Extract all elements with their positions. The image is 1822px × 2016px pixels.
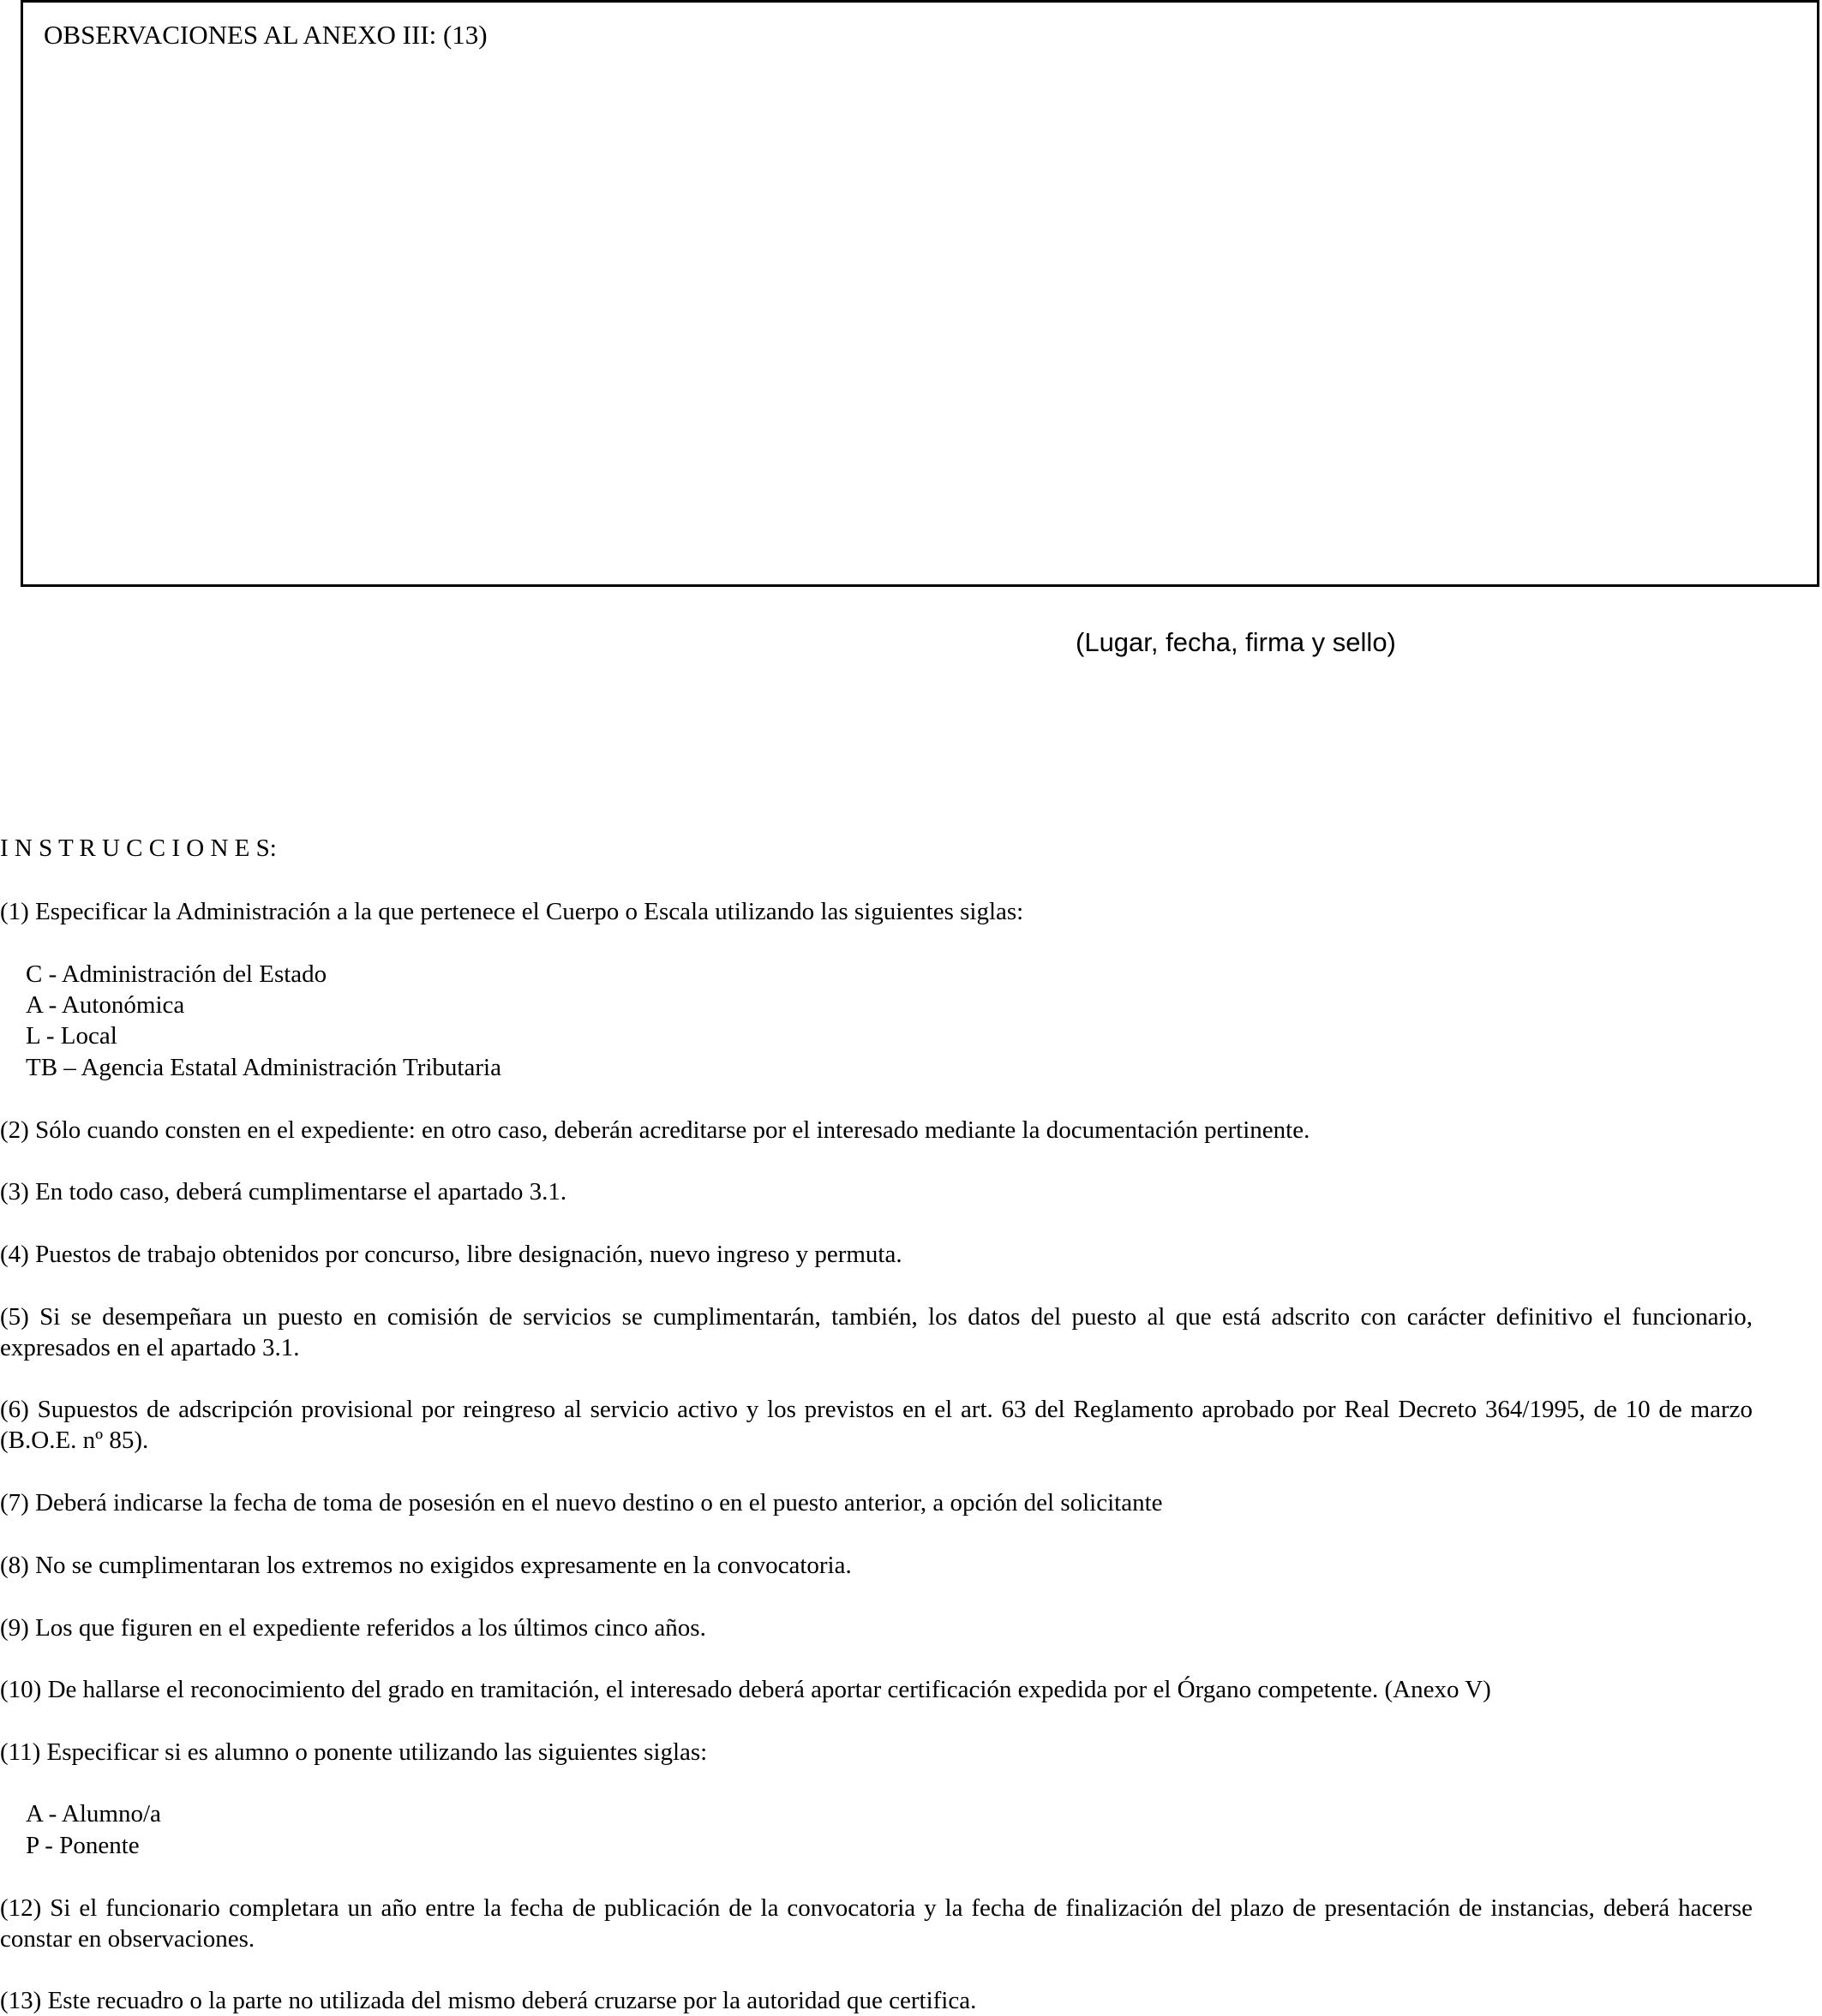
signature-caption: (Lugar, fecha, firma y sello) — [1076, 627, 1396, 657]
instructions-heading: I N S T R U C C I O N E S: — [0, 835, 277, 862]
option-ponente: P - Ponente — [26, 1832, 140, 1859]
instruction-12: (12) Si el funcionario completara un año entre la fecha de publicación de la convocatoria y la fecha de finalización del plazo de presentación de instancias, deberá hacerse constar en observaciones. — [0, 1894, 1753, 1953]
instruction-6: (6) Supuestos de adscripción provisional por reingreso al servicio activo y los previstos en el art. 63 del Reglamento aprobado por Real Decreto 364/1995, de 10 de marzo (B.O.E. nº 85). — [0, 1396, 1753, 1454]
instruction-4: (4) Puestos de trabajo obtenidos por concurso, libre designación, nuevo ingreso y permuta. — [0, 1241, 902, 1268]
instruction-7: (7) Deberá indicarse la fecha de toma de posesión en el nuevo destino o en el puesto anterior, a opción del solicitante — [0, 1489, 1163, 1516]
option-tb: TB – Agencia Estatal Administración Tributaria — [26, 1054, 501, 1081]
instruction-8: (8) No se cumplimentaran los extremos no exigidos expresamente en la convocatoria. — [0, 1552, 852, 1579]
instruction-3: (3) En todo caso, deberá cumplimentarse el apartado 3.1. — [0, 1178, 567, 1205]
observations-box — [21, 0, 1819, 587]
instruction-13: (13) Este recuadro o la parte no utilizada del mismo deberá cruzarse por la autoridad que certifica. — [0, 1987, 977, 2014]
instruction-1: (1) Especificar la Administración a la que pertenece el Cuerpo o Escala utilizando las siguientes siglas: — [0, 898, 1024, 925]
observations-title: OBSERVACIONES AL ANEXO III: (13) — [44, 20, 488, 50]
option-alumno: A - Alumno/a — [26, 1800, 161, 1828]
option-l: L - Local — [26, 1022, 117, 1050]
instruction-9: (9) Los que figuren en el expediente referidos a los últimos cinco años. — [0, 1614, 706, 1642]
instruction-11: (11) Especificar si es alumno o ponente utilizando las siguientes siglas: — [0, 1738, 708, 1766]
instruction-2: (2) Sólo cuando consten en el expediente: en otro caso, deberán acreditarse por el interesado mediante la documentación pertinente. — [0, 1116, 1310, 1144]
option-a: A - Autonómica — [26, 991, 185, 1019]
instruction-5: (5) Si se desempeñara un puesto en comisión de servicios se cumplimentarán, también, los datos del puesto al que está adscrito con carácter definitivo el funcionario, expresados en el apartado 3.1. — [0, 1303, 1753, 1361]
option-c: C - Administración del Estado — [26, 960, 327, 988]
instruction-10: (10) De hallarse el reconocimiento del grado en tramitación, el interesado deberá aportar certificación expedida por el Órgano competente. (Anexo V) — [0, 1676, 1491, 1703]
